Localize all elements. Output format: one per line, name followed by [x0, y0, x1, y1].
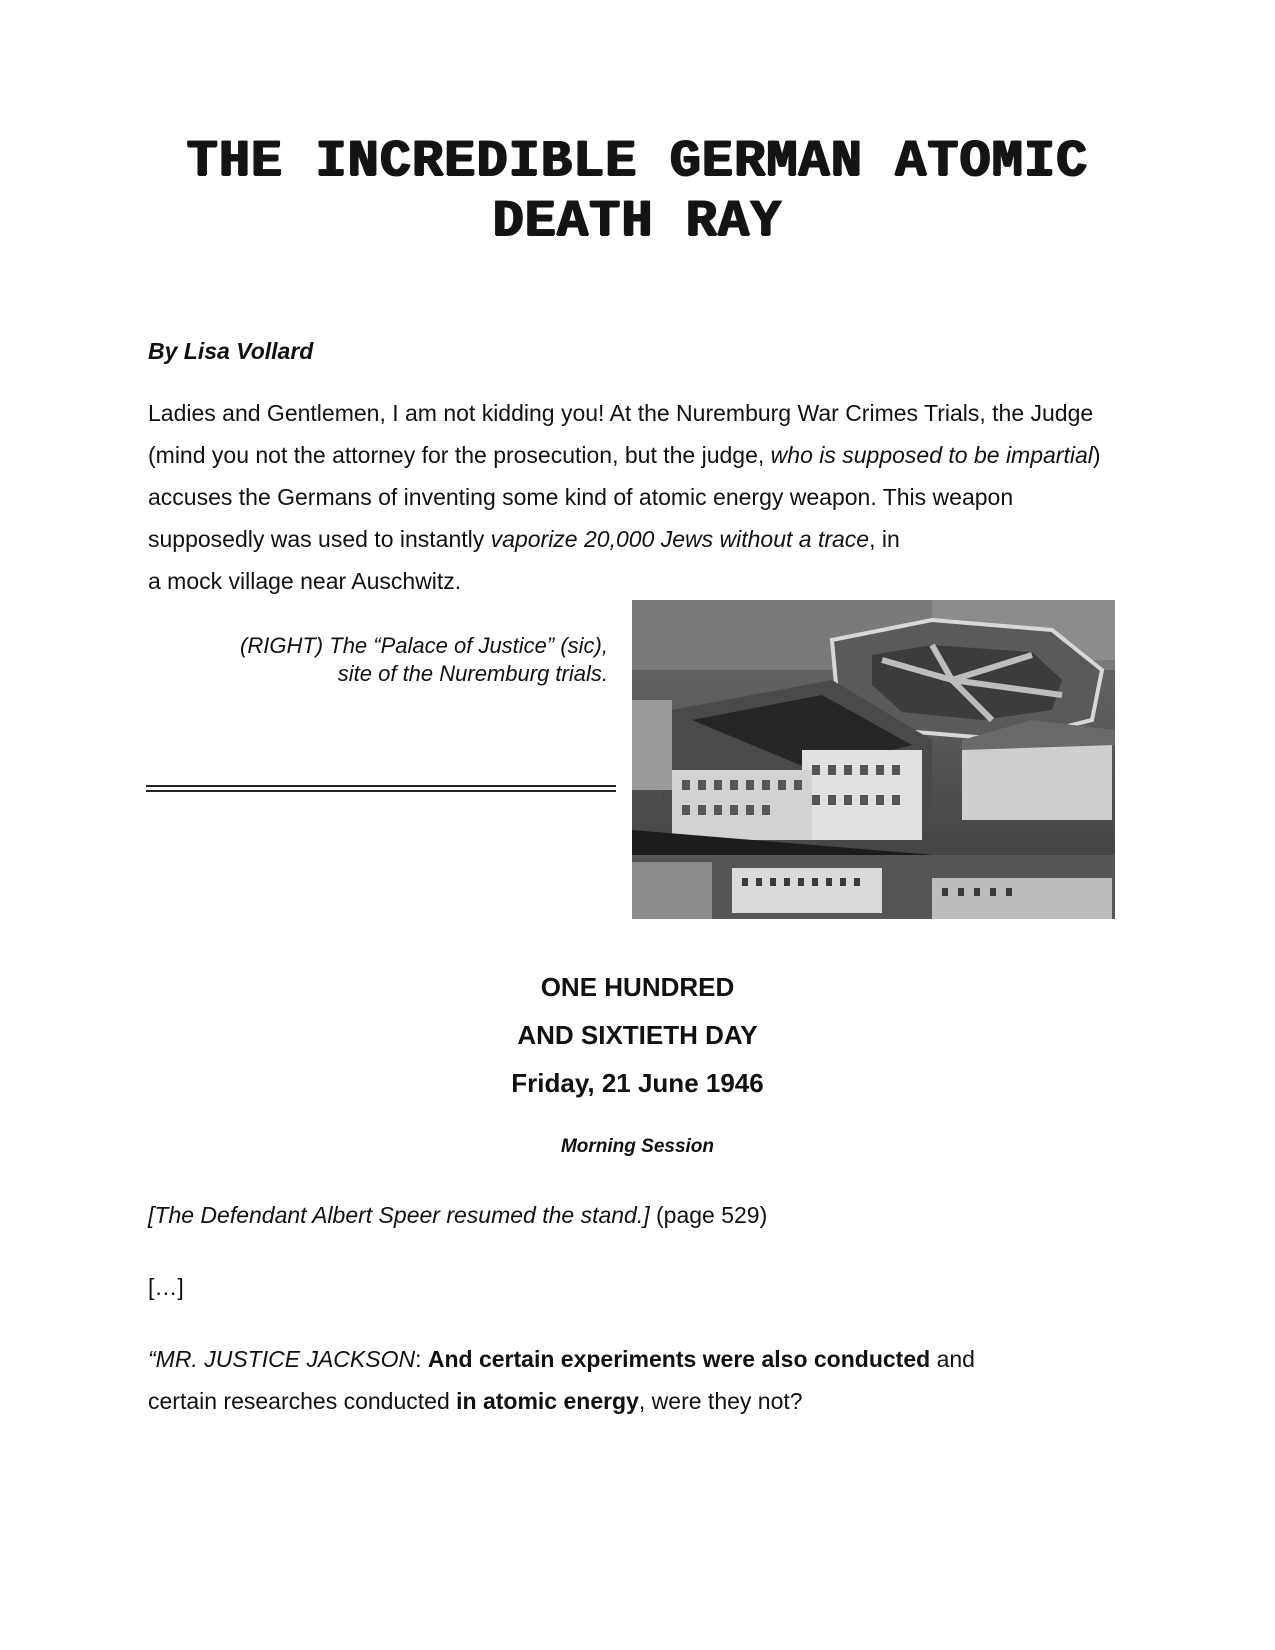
intro-text-3: , in	[869, 526, 900, 552]
double-divider	[146, 785, 616, 792]
quote-text-1: and	[930, 1346, 975, 1372]
stage-direction	[148, 1202, 767, 1229]
stage-direction-text: [The Defendant Albert Speer resumed the stand.]	[148, 1202, 650, 1228]
caption-line-1: (RIGHT) The “Palace of Justice” (sic),	[240, 633, 608, 658]
title-line-2: DEATH RAY	[492, 192, 783, 251]
speaker-name: “MR. JUSTICE JACKSON	[148, 1346, 416, 1372]
transcript-line-2	[148, 1388, 803, 1415]
caption-line-2: site of the Nuremburg trials.	[337, 661, 608, 686]
intro-text-1: Ladies and Gentlemen, I am not kidding you! At the Nuremburg War Crimes Trials, the Judge (mind you not the attorney for the prosecution, but the judge,	[148, 400, 1094, 468]
speaker-colon: :	[415, 1346, 428, 1372]
title-line-1: THE INCREDIBLE GERMAN ATOMIC	[186, 132, 1089, 191]
transcript-line-1	[148, 1346, 975, 1373]
intro-italic-1: who is supposed to be impartial	[770, 442, 1093, 468]
ellipsis: […]	[148, 1274, 184, 1300]
quote-bold-1: And certain experiments were also conducted	[427, 1346, 931, 1372]
intro-italic-2: vaporize 20,000 Jews without a trace	[490, 526, 870, 552]
photo-caption	[150, 632, 608, 688]
page-reference: (page 529)	[649, 1202, 768, 1228]
date-heading: Friday, 21 June 1946	[511, 1068, 764, 1098]
byline: By Lisa Vollard	[148, 338, 314, 364]
palace-of-justice-photo	[632, 600, 1115, 919]
quote-text-3: , were they not?	[638, 1388, 803, 1414]
day-heading-line-1: ONE HUNDRED	[540, 972, 735, 1002]
quote-text-2: certain researches conducted	[148, 1388, 457, 1414]
intro-paragraph-end: a mock village near Auschwitz.	[148, 568, 462, 594]
intro-paragraph	[148, 392, 1128, 560]
session-label: Morning Session	[560, 1136, 715, 1157]
intro-text-2: ) accuses the Germans of inventing some kind of atomic energy weapon. This weapon supposedly was used to instantly	[148, 442, 1101, 552]
day-heading-line-2: AND SIXTIETH DAY	[517, 1020, 758, 1050]
quote-bold-2: in atomic energy	[456, 1388, 639, 1414]
document-title	[120, 132, 1155, 252]
